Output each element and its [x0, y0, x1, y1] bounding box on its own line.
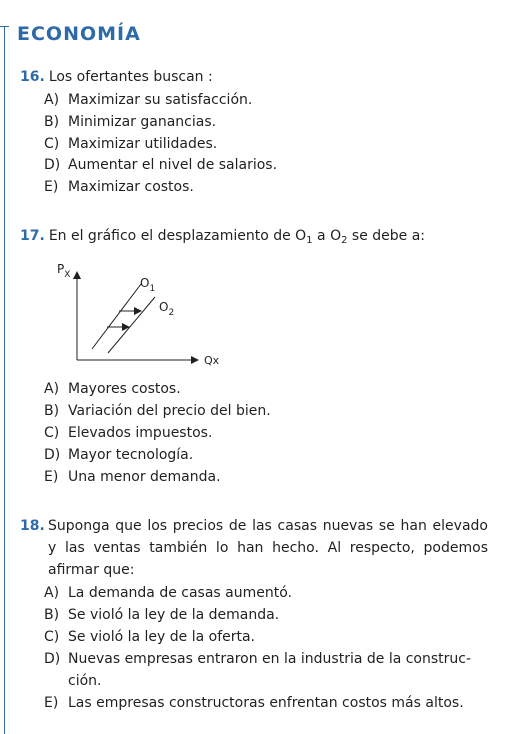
- option-letter: A): [44, 585, 60, 601]
- option-text: Maximizar su satisfacción.: [68, 92, 253, 108]
- question-17-number: 17.: [20, 228, 45, 244]
- question-18-option-d[interactable]: [44, 648, 471, 670]
- x-axis-label: Qx: [204, 354, 220, 367]
- question-16-option-c[interactable]: [44, 133, 217, 155]
- supply-curve-o1: [92, 284, 141, 349]
- question-18-option-b[interactable]: [44, 604, 279, 626]
- question-18-option-a[interactable]: [44, 582, 292, 604]
- question-18-stem: [48, 515, 488, 581]
- option-letter: C): [44, 136, 60, 152]
- question-18-line-1: Suponga que los precios de las casas nuevas se han elevado: [48, 518, 488, 534]
- question-18-number-wrap: [20, 515, 49, 537]
- question-16-text: Los ofertantes buscan :: [48, 69, 213, 85]
- option-text: Maximizar utilidades.: [68, 136, 218, 152]
- option-text: Nuevas empresas entraron en la industria de la construc-: [68, 651, 472, 667]
- question-17-text-start: En el gráfico el desplazamiento de O: [48, 228, 307, 244]
- left-margin-tick: [0, 26, 9, 27]
- curve-o2-label: $O_2$: [159, 300, 175, 318]
- option-text: Una menor demanda.: [68, 469, 221, 485]
- option-letter: E): [44, 179, 59, 195]
- option-text: Las empresas constructoras enfrentan costos más altos.: [68, 695, 464, 711]
- option-text: Mayores costos.: [68, 381, 181, 397]
- option-letter: C): [44, 629, 60, 645]
- option-letter: B): [44, 607, 60, 623]
- option-letter: D): [44, 651, 61, 667]
- question-17-option-b[interactable]: [44, 400, 271, 422]
- option-text: Minimizar ganancias.: [68, 114, 217, 130]
- question-16-number: 16.: [20, 69, 45, 85]
- option-text: Elevados impuestos.: [68, 425, 213, 441]
- question-18-option-d-continuation: ción.: [68, 673, 102, 689]
- supply-shift-graph: [50, 258, 240, 373]
- option-letter: D): [44, 447, 61, 463]
- question-17-stem: [20, 225, 425, 247]
- question-18-option-e[interactable]: [44, 692, 464, 714]
- option-letter: A): [44, 92, 60, 108]
- question-16-option-b[interactable]: [44, 111, 216, 133]
- question-16-option-e[interactable]: [44, 176, 194, 198]
- left-margin-rule: [4, 26, 5, 734]
- question-18-line-3: afirmar que:: [48, 562, 135, 578]
- question-18-option-c[interactable]: [44, 626, 255, 648]
- option-letter: D): [44, 157, 61, 173]
- section-title: ECONOMÍA: [17, 23, 141, 45]
- y-axis-label: $P_X$: [57, 262, 71, 280]
- question-17-text-end: se debe a:: [347, 228, 426, 244]
- option-letter: A): [44, 381, 60, 397]
- question-18-line-2: y las ventas también lo han hecho. Al respecto, podemos: [48, 540, 488, 556]
- option-text: Maximizar costos.: [68, 179, 194, 195]
- option-letter: E): [44, 695, 59, 711]
- option-text: Mayor tecnología.: [68, 447, 194, 463]
- option-text: Aumentar el nivel de salarios.: [68, 157, 278, 173]
- option-letter: C): [44, 425, 60, 441]
- question-17-option-e[interactable]: [44, 466, 221, 488]
- question-16-stem: [20, 66, 213, 88]
- curve-o1-label: $O_1$: [140, 276, 156, 294]
- option-text: La demanda de casas aumentó.: [68, 585, 293, 601]
- option-text: Se violó la ley de la demanda.: [68, 607, 280, 623]
- supply-curve-o2: [108, 297, 155, 353]
- question-17-option-a[interactable]: [44, 378, 181, 400]
- option-letter: B): [44, 114, 60, 130]
- option-text: Variación del precio del bien.: [68, 403, 271, 419]
- subscript-2: 2: [341, 235, 348, 246]
- option-letter: E): [44, 469, 59, 485]
- question-17-option-d[interactable]: [44, 444, 193, 466]
- question-16-option-d[interactable]: [44, 154, 277, 176]
- question-17-option-c[interactable]: [44, 422, 212, 444]
- option-text: Se violó la ley de la oferta.: [68, 629, 256, 645]
- option-letter: B): [44, 403, 60, 419]
- question-17-text-middle: a O: [312, 228, 342, 244]
- question-16-option-a[interactable]: [44, 89, 252, 111]
- question-18-number: 18.: [20, 518, 45, 534]
- subscript-1: 1: [306, 235, 313, 246]
